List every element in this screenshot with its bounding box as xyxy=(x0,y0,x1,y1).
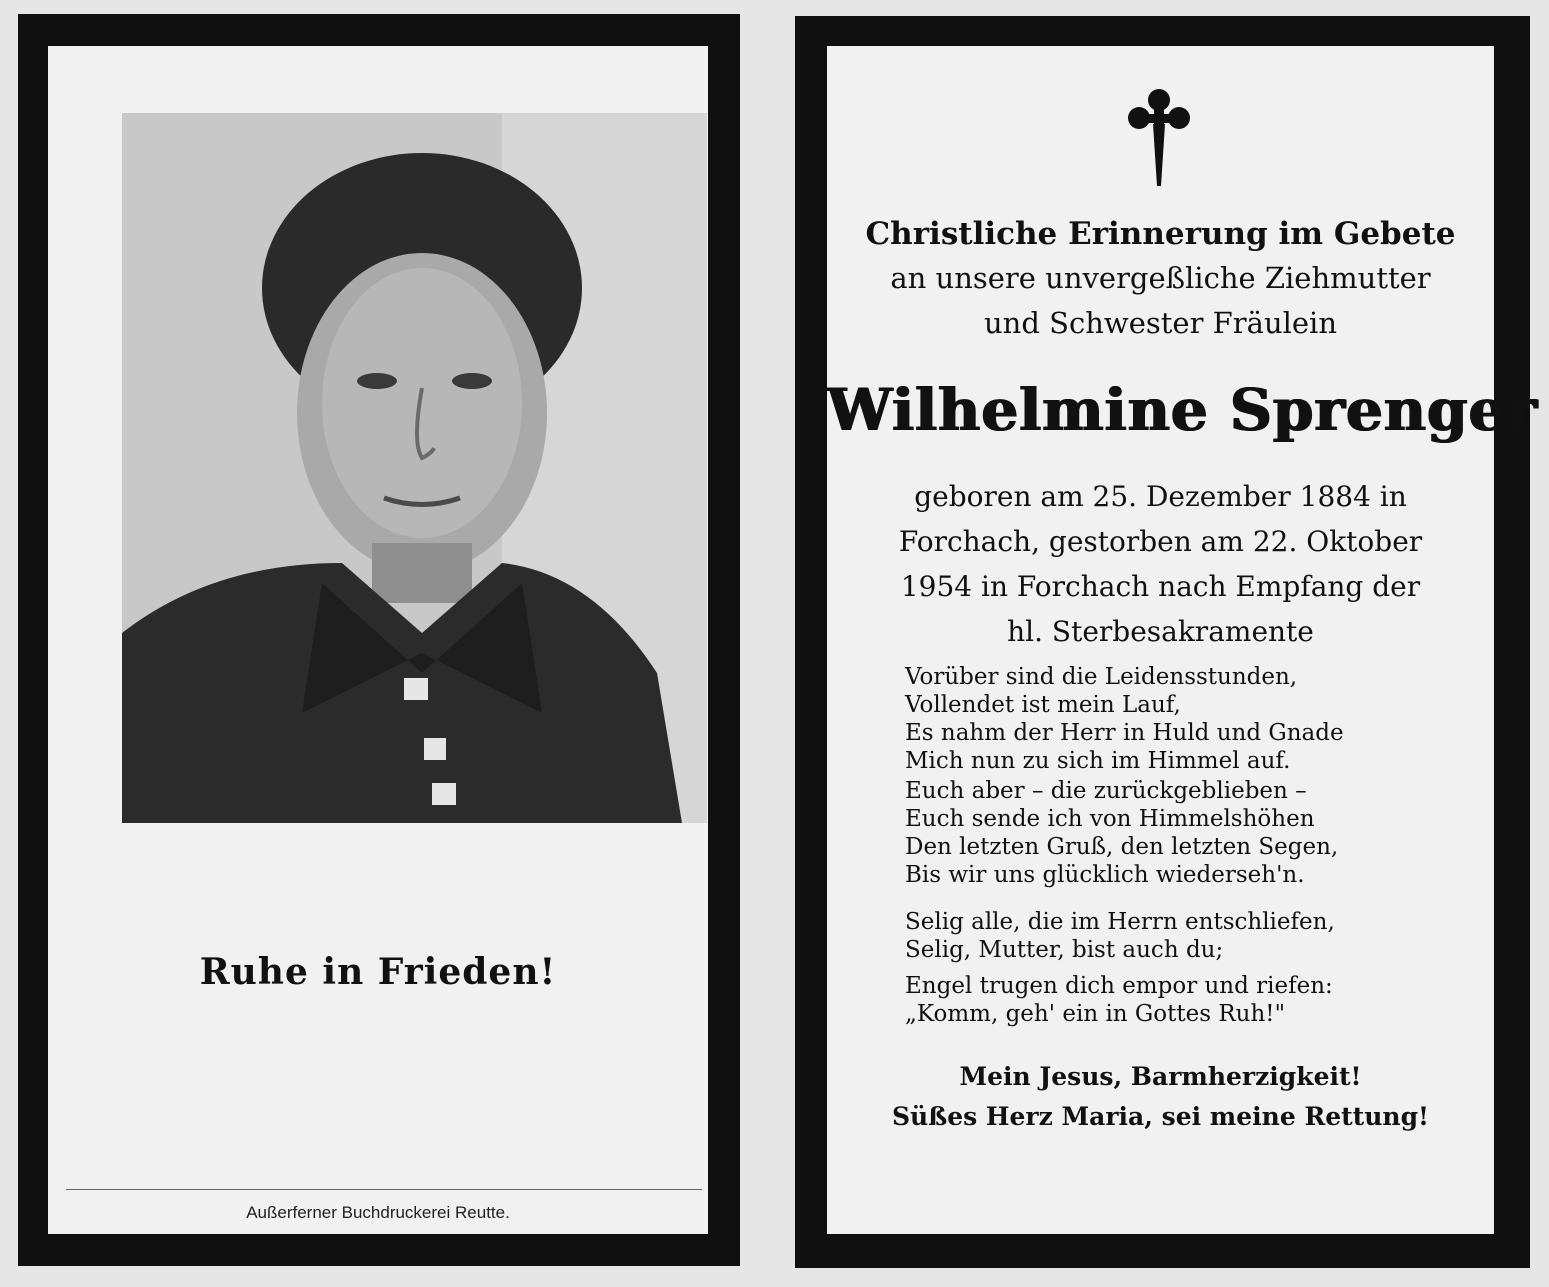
poem-line: Engel trugen dich empor und riefen: xyxy=(905,973,1333,999)
bio-line: 1954 in Forchach nach Empfang der xyxy=(900,570,1421,603)
bio-line: hl. Sterbesakramente xyxy=(1007,615,1314,648)
prayer-line-1: Mein Jesus, Barmherzigkeit! xyxy=(959,1062,1362,1091)
poem-stanza-1 xyxy=(905,663,1344,775)
closing-text: Ruhe in Frieden! xyxy=(199,951,557,993)
poem-line: Euch sende ich von Himmelshöhen xyxy=(905,806,1315,832)
deceased-name: Wilhelmine Sprenger xyxy=(827,376,1539,444)
poem-line: „Komm, geh' ein in Gottes Ruh!" xyxy=(905,1001,1286,1027)
poem-line: Vollendet ist mein Lauf, xyxy=(905,692,1181,718)
poem-stanza-3 xyxy=(905,908,1335,964)
intro-line-2: an unsere unvergeßliche Ziehmutter xyxy=(890,261,1431,295)
card-left-page xyxy=(48,46,708,1234)
poem-line: Bis wir uns glücklich wiederseh'n. xyxy=(905,862,1305,888)
poem-line: Euch aber – die zurückgeblieben – xyxy=(905,778,1307,804)
card-right-page xyxy=(827,46,1539,1234)
poem-line: Selig alle, die im Herrn entschliefen, xyxy=(905,909,1335,935)
poem-line: Vorüber sind die Leidensstunden, xyxy=(905,664,1298,690)
prayer-line-2: Süßes Herz Maria, sei meine Rettung! xyxy=(891,1102,1430,1131)
intro-line-3: und Schwester Fräulein xyxy=(983,306,1338,340)
printer-imprint: Außerferner Buchdruckerei Reutte. xyxy=(246,1203,510,1222)
poem-line: Den letzten Gruß, den letzten Segen, xyxy=(905,834,1339,860)
memorial-card-left xyxy=(18,14,740,1266)
poem-line: Es nahm der Herr in Huld und Gnade xyxy=(905,720,1344,746)
bio-line: geboren am 25. Dezember 1884 in xyxy=(914,480,1407,513)
portrait-photo xyxy=(122,113,707,823)
bio-line: Forchach, gestorben am 22. Oktober xyxy=(898,525,1423,558)
poem-stanza-2 xyxy=(905,777,1338,889)
trefoil-cross-icon xyxy=(1127,88,1191,188)
bio-block xyxy=(827,474,1494,654)
poem-line: Selig, Mutter, bist auch du; xyxy=(905,937,1224,963)
intro-line-1: Christliche Erinnerung im Gebete xyxy=(865,216,1456,252)
poem-stanza-4 xyxy=(905,972,1333,1028)
poem-line: Mich nun zu sich im Himmel auf. xyxy=(905,748,1291,774)
divider xyxy=(66,1189,702,1190)
memorial-card-right xyxy=(795,16,1539,1268)
